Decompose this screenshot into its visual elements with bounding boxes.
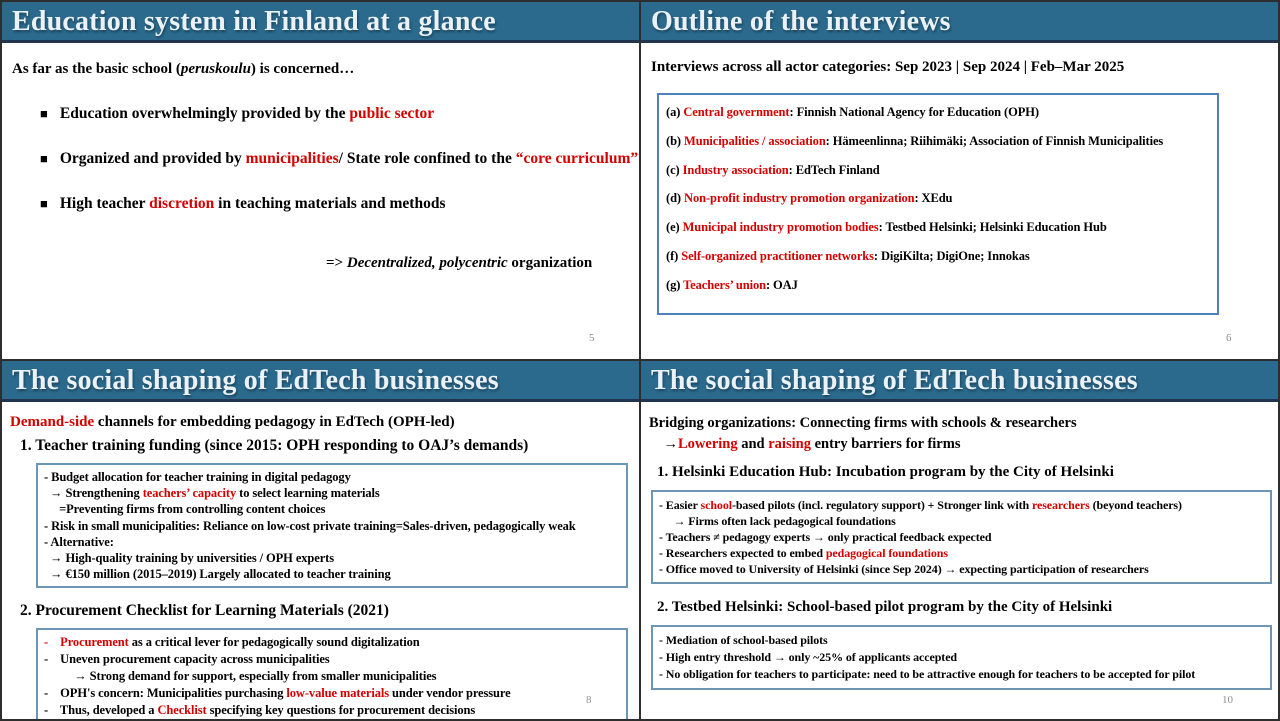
text-segment: teachers’ capacity xyxy=(142,486,237,501)
box-text-line xyxy=(44,634,620,651)
box-text-line xyxy=(44,469,620,485)
text-segment: : XEdu xyxy=(914,191,953,206)
bullet-item xyxy=(40,195,639,213)
page-number: 10 xyxy=(1222,694,1233,706)
text-segment: - Budget allocation for teacher training in digital pedagogy xyxy=(44,470,351,484)
interview-category-row xyxy=(666,191,1211,206)
text-segment: → €150 million (2015–2019) Largely allocated to teacher training xyxy=(44,567,391,582)
text-segment: : EdTech Finland xyxy=(788,162,880,177)
text-segment: Demand-side xyxy=(10,414,95,430)
section-heading-2 xyxy=(657,599,1278,616)
text-segment: channels for embedding pedagogy in EdTech (OPH-led) xyxy=(94,414,455,430)
text-segment: 1. Helsinki Education Hub: Incubation program by the City of Helsinki xyxy=(657,464,1114,480)
text-segment: pedagogical foundations xyxy=(825,546,948,560)
box-text-line xyxy=(44,550,620,566)
box-text-line xyxy=(659,649,1264,666)
text-segment: => xyxy=(326,255,347,271)
box-text-line xyxy=(659,545,1264,561)
slide-title-bar xyxy=(641,2,1278,43)
text-segment: 2. Procurement Checklist for Learning Materials (2021) xyxy=(20,602,389,620)
text-segment: to select learning materials xyxy=(236,486,380,501)
text-segment: organization xyxy=(507,255,593,271)
text-segment: : DigiKilta; DigiOne; Innokas xyxy=(873,248,1030,263)
text-segment: - OPH's concern: Municipalities purchasing xyxy=(44,686,287,701)
text-segment: (a) xyxy=(666,105,684,119)
interview-categories-box xyxy=(657,93,1219,315)
interview-category-row xyxy=(666,163,1211,178)
text-segment: - Thus, developed a xyxy=(44,703,158,718)
text-segment: - Uneven procurement capacity across municipalities xyxy=(44,652,330,667)
text-segment: municipalities xyxy=(245,150,339,167)
box-text-line xyxy=(659,513,1264,529)
text-segment: =Preventing firms from controlling content choices xyxy=(44,502,326,517)
slide-title-bar xyxy=(641,361,1278,402)
conclusion-line xyxy=(326,255,639,272)
text-segment: Municipalities / association xyxy=(684,133,826,148)
text-segment: - Teachers ≠ pedagogy experts → only practical feedback expected xyxy=(659,530,992,544)
bullet-square-icon: ■ xyxy=(40,196,48,211)
text-segment: Bridging organizations: Connecting firms with schools & researchers xyxy=(649,415,1077,431)
text-segment: discretion xyxy=(149,195,215,212)
slide-title: Outline of the interviews xyxy=(651,6,951,37)
text-segment: / State role confined to the xyxy=(338,150,516,167)
text-segment: specifying key questions for procurement decisions xyxy=(206,703,476,718)
text-segment: → Strong demand for support, especially from smaller municipalities xyxy=(44,669,437,684)
box-text-line xyxy=(659,529,1264,545)
text-segment: and xyxy=(737,436,769,452)
text-segment: ) is concerned… xyxy=(250,61,355,77)
box-text-line xyxy=(659,497,1264,513)
text-segment: (e) xyxy=(666,220,683,235)
slide-education-system xyxy=(2,2,639,359)
text-segment: public sector xyxy=(349,105,435,122)
text-segment: low-value materials xyxy=(286,686,389,701)
text-segment: “core curriculum” xyxy=(515,150,639,167)
box-text-line xyxy=(659,632,1264,649)
intro-line xyxy=(10,414,639,431)
text-segment: → xyxy=(649,436,678,452)
slide-title: The social shaping of EdTech businesses xyxy=(12,365,499,396)
box-text-line xyxy=(44,485,620,501)
text-segment: - Risk in small municipalities: Reliance on low-cost private training=Sales-driven, pedagogically weak xyxy=(44,518,576,533)
text-segment: - High entry threshold → only ~25% of applicants accepted xyxy=(659,650,957,664)
section-heading-1 xyxy=(657,464,1278,481)
text-segment: Education overwhelmingly provided by the xyxy=(59,105,350,122)
box-text-line xyxy=(44,518,620,534)
text-segment: Non-profit industry promotion organization xyxy=(684,191,915,206)
slide-social-shaping-demand xyxy=(2,361,639,719)
page-number: 5 xyxy=(589,332,595,344)
text-segment: : OAJ xyxy=(765,277,798,292)
intro-line-2 xyxy=(649,434,1278,455)
page-number: 6 xyxy=(1226,332,1232,344)
text-segment: Municipal industry promotion bodies xyxy=(682,220,879,235)
text-segment: Organized and provided by xyxy=(59,150,246,167)
slide-interview-outline xyxy=(641,2,1278,359)
interview-category-row xyxy=(666,105,1211,120)
text-segment: (g) xyxy=(666,277,684,292)
text-segment: 2. Testbed Helsinki: School-based pilot program by the City of Helsinki xyxy=(657,599,1113,615)
text-segment: (beyond teachers) xyxy=(1089,498,1182,512)
text-segment: as a critical lever for pedagogically sound digitalization xyxy=(128,635,420,650)
text-segment: - xyxy=(44,635,61,650)
text-segment: → Firms often lack pedagogical foundations xyxy=(659,514,896,528)
bullet-item xyxy=(40,150,639,168)
text-segment: Industry association xyxy=(682,162,789,177)
text-segment: → High-quality training by universities / OPH experts xyxy=(44,551,334,566)
intro-line xyxy=(651,59,1278,76)
interview-category-row xyxy=(666,220,1211,235)
text-segment: - Office moved to University of Helsinki (since Sep 2024) → expecting participation of researchers xyxy=(659,562,1149,576)
slide-social-shaping-bridging xyxy=(641,361,1278,719)
text-segment: : Testbed Helsinki; Helsinki Education Hub xyxy=(878,220,1107,235)
text-segment: Checklist xyxy=(157,703,207,718)
text-segment: - Researchers expected to embed xyxy=(659,546,826,560)
box-text-line xyxy=(44,702,620,719)
bullet-square-icon: ■ xyxy=(40,106,48,121)
text-segment: Lowering xyxy=(678,436,738,452)
text-segment: As far as the basic school ( xyxy=(12,61,181,77)
section-heading-2 xyxy=(20,602,639,620)
box-text-line xyxy=(44,685,620,702)
slide-title-bar xyxy=(2,2,639,43)
text-segment: entry barriers for firms xyxy=(810,436,961,452)
slide-title: Education system in Finland at a glance xyxy=(12,6,496,37)
testbed-helsinki-box xyxy=(651,625,1272,690)
text-segment: under vendor pressure xyxy=(389,686,511,701)
text-segment: Procurement xyxy=(60,635,129,650)
intro-line-1 xyxy=(649,413,1278,434)
box-text-line xyxy=(659,666,1264,683)
text-segment: Decentralized, polycentric xyxy=(346,255,508,271)
text-segment: (f) xyxy=(666,248,682,263)
box-text-line xyxy=(44,668,620,685)
procurement-checklist-box xyxy=(36,628,628,719)
text-segment: researchers xyxy=(1031,498,1090,512)
text-segment: (c) xyxy=(666,162,683,177)
text-segment: → Strengthening xyxy=(44,486,143,501)
text-segment: peruskoulu xyxy=(180,61,251,77)
text-segment: school xyxy=(700,498,732,512)
bullet-list xyxy=(2,105,639,213)
text-segment: Interviews across all actor categories: Sep 2023 | Sep 2024 | Feb–Mar 2025 xyxy=(651,59,1125,75)
text-segment: Central government xyxy=(683,105,790,119)
text-segment: - Mediation of school-based pilots xyxy=(659,633,828,647)
section-heading-1 xyxy=(20,437,639,455)
text-segment: (d) xyxy=(666,191,685,206)
bullet-square-icon: ■ xyxy=(40,151,48,166)
text-segment: in teaching materials and methods xyxy=(214,195,446,212)
interview-category-row xyxy=(666,278,1211,293)
text-segment: raising xyxy=(768,436,811,452)
intro-line xyxy=(12,61,639,78)
interview-category-row xyxy=(666,249,1211,264)
bullet-item xyxy=(40,105,639,123)
teacher-training-box xyxy=(36,463,628,588)
box-text-line xyxy=(44,534,620,550)
education-hub-box xyxy=(651,490,1272,584)
box-text-line xyxy=(659,561,1264,577)
text-segment: Self-organized practitioner networks xyxy=(681,248,874,263)
text-segment: (b) xyxy=(666,133,685,148)
box-text-line xyxy=(44,566,620,582)
text-segment: : Hämeenlinna; Riihimäki; Association of Finnish Municipalities xyxy=(825,133,1164,148)
text-segment: High teacher xyxy=(59,195,150,212)
interview-category-row xyxy=(666,134,1211,149)
text-segment: -based pilots (incl. regulatory support) + Stronger link with xyxy=(731,498,1032,512)
text-segment: - Alternative: xyxy=(44,534,114,549)
text-segment: 1. Teacher training funding (since 2015: OPH responding to OAJ’s demands) xyxy=(20,437,529,454)
text-segment: - Easier xyxy=(659,498,701,512)
box-text-line xyxy=(44,651,620,668)
slide-title-bar xyxy=(2,361,639,402)
box-text-line xyxy=(44,501,620,517)
text-segment: Teachers’ union xyxy=(683,277,766,292)
slide-title: The social shaping of EdTech businesses xyxy=(651,365,1138,396)
page-number: 8 xyxy=(586,694,592,706)
text-segment: : Finnish National Agency for Education (OPH) xyxy=(789,105,1039,119)
text-segment: - No obligation for teachers to participate: need to be attractive enough for teachers to be accepted for pilot xyxy=(659,667,1196,681)
